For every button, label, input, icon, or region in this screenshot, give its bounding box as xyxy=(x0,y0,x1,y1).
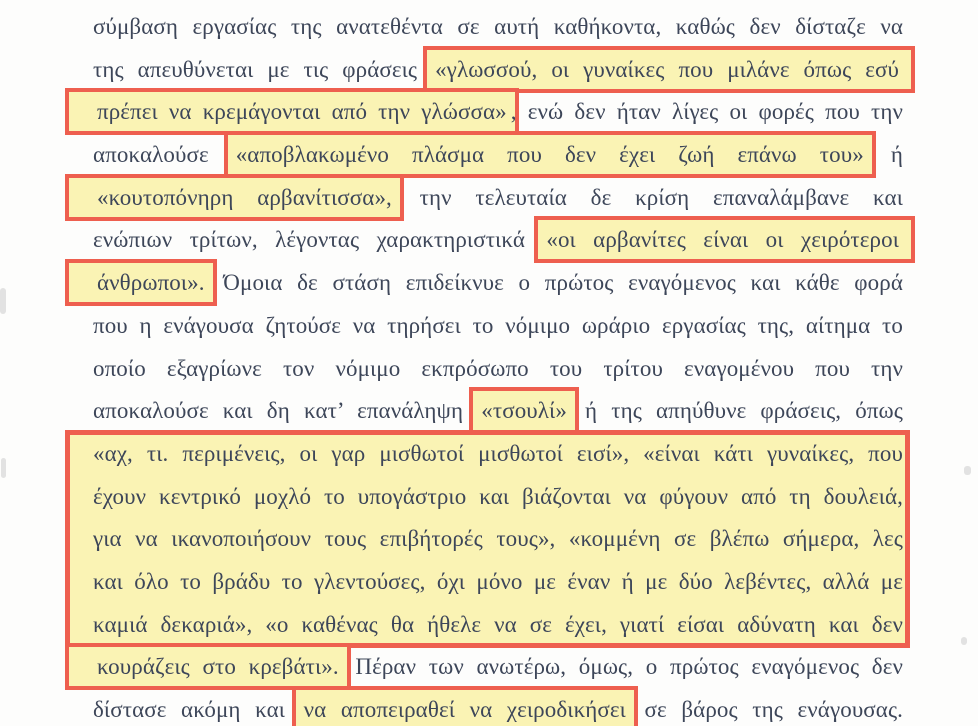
text-line xyxy=(93,91,903,134)
text-line xyxy=(93,433,903,476)
plain-text: οποίο εξαγρίωνε τον νόμιμο εκπρόσωπο του τρίτου εναγομένου που την xyxy=(93,355,903,381)
plain-text: την τελευταία δε κρίση επαναλάμβανε και xyxy=(419,184,903,210)
scan-artifact xyxy=(0,288,6,314)
plain-text: που η ενάγουσα ζητούσε να τηρήσει το νόμιμο ωράριο εργασίας της, αίτημα το xyxy=(93,312,903,338)
text-line xyxy=(93,689,903,726)
text-line xyxy=(93,390,903,433)
plain-text: σύμβαση εργασίας της ανατεθέντα σε αυτή καθήκοντα, καθώς δεν δίσταζε να xyxy=(93,14,903,39)
text-line xyxy=(93,604,903,647)
plain-text: δίστασε ακόμη και xyxy=(93,697,286,722)
plain-text: ή της απηύθυνε φράσεις, όπως xyxy=(585,398,903,424)
text-line xyxy=(93,49,903,92)
plain-text: ή xyxy=(890,142,903,168)
scan-artifact xyxy=(961,637,967,645)
plain-text: ενώπιων τρίτων, λέγοντας χαρακτηριστικά xyxy=(93,227,525,253)
block-quoted-text: έχουν κεντρικό μοχλό το υπογάστριο και βιάζονται να φύγουν από τη δουλειά, xyxy=(93,483,903,509)
text-line xyxy=(93,262,903,305)
highlighted-phrase: «γλωσσού, οι γυναίκες που μιλάνε όπως εσύ xyxy=(423,46,915,93)
block-quoted-text: καμιά δεκαριά», «ο καθένας θα ήθελε να σε έχει, γιατί είσαι αδύνατη και δεν xyxy=(93,611,903,637)
plain-text: Πέραν των ανωτέρω, όμως, ο πρώτος εναγόμενος δεν xyxy=(355,654,904,680)
plain-text: αποκαλούσε xyxy=(93,142,209,168)
plain-text: Όμοια δε στάση επιδείκνυε ο πρώτος εναγόμενος και κάθε φορά xyxy=(223,270,903,296)
highlighted-phrase: «αποβλακωμένο πλάσμα που δεν έχει ζωή επάνω του» xyxy=(224,131,876,178)
text-line xyxy=(93,177,903,220)
plain-text: σε βάρος της ενάγουσας. xyxy=(644,697,904,722)
highlighted-phrase: κουράζεις στο κρεβάτι». xyxy=(65,643,351,690)
text-line xyxy=(93,561,903,604)
text-line xyxy=(93,646,903,689)
plain-text: της απευθύνεται με τις φράσεις xyxy=(93,56,418,82)
plain-text: αποκαλούσε και δη κατ’ επανάληψη xyxy=(93,398,464,424)
text-line xyxy=(93,476,903,519)
highlighted-phrase: άνθρωποι». xyxy=(65,259,217,306)
text-line xyxy=(93,134,903,177)
text-line xyxy=(93,219,903,262)
highlighted-phrase: πρέπει να κρεμάγονται από την γλώσσα» xyxy=(65,88,519,135)
text-line xyxy=(93,6,903,49)
document-text xyxy=(93,6,903,726)
highlighted-phrase: «κουτοπόνηρη αρβανίτισσα», xyxy=(65,174,404,221)
highlighted-phrase: «τσουλί» xyxy=(469,387,579,434)
block-quoted-text: για να ικανοποιήσουν τους επιβήτορές τους», «κομμένη σε βλέπω σήμερα, λες xyxy=(93,526,903,552)
block-quoted-text: «αχ, τι. περιμένεις, οι γαρ μισθωτοί μισθωτοί εισί», «είναι κάτι γυναίκες, που xyxy=(93,440,903,466)
text-line xyxy=(93,518,903,561)
block-quoted-text: και όλο το βράδυ το γλεντούσες, όχι μόνο με έναν ή με δύο λεβέντες, αλλά με xyxy=(93,568,903,594)
highlighted-phrase: να αποπειραθεί να χειροδικήσει xyxy=(292,686,638,726)
scan-artifact xyxy=(964,466,971,475)
plain-text: , ενώ δεν ήταν λίγες οι φορές που την xyxy=(510,99,904,125)
text-line xyxy=(93,305,903,348)
scan-artifact xyxy=(1,458,6,478)
highlighted-phrase: «οι αρβανίτες είναι οι χειρότεροι xyxy=(534,216,915,263)
text-line xyxy=(93,348,903,391)
